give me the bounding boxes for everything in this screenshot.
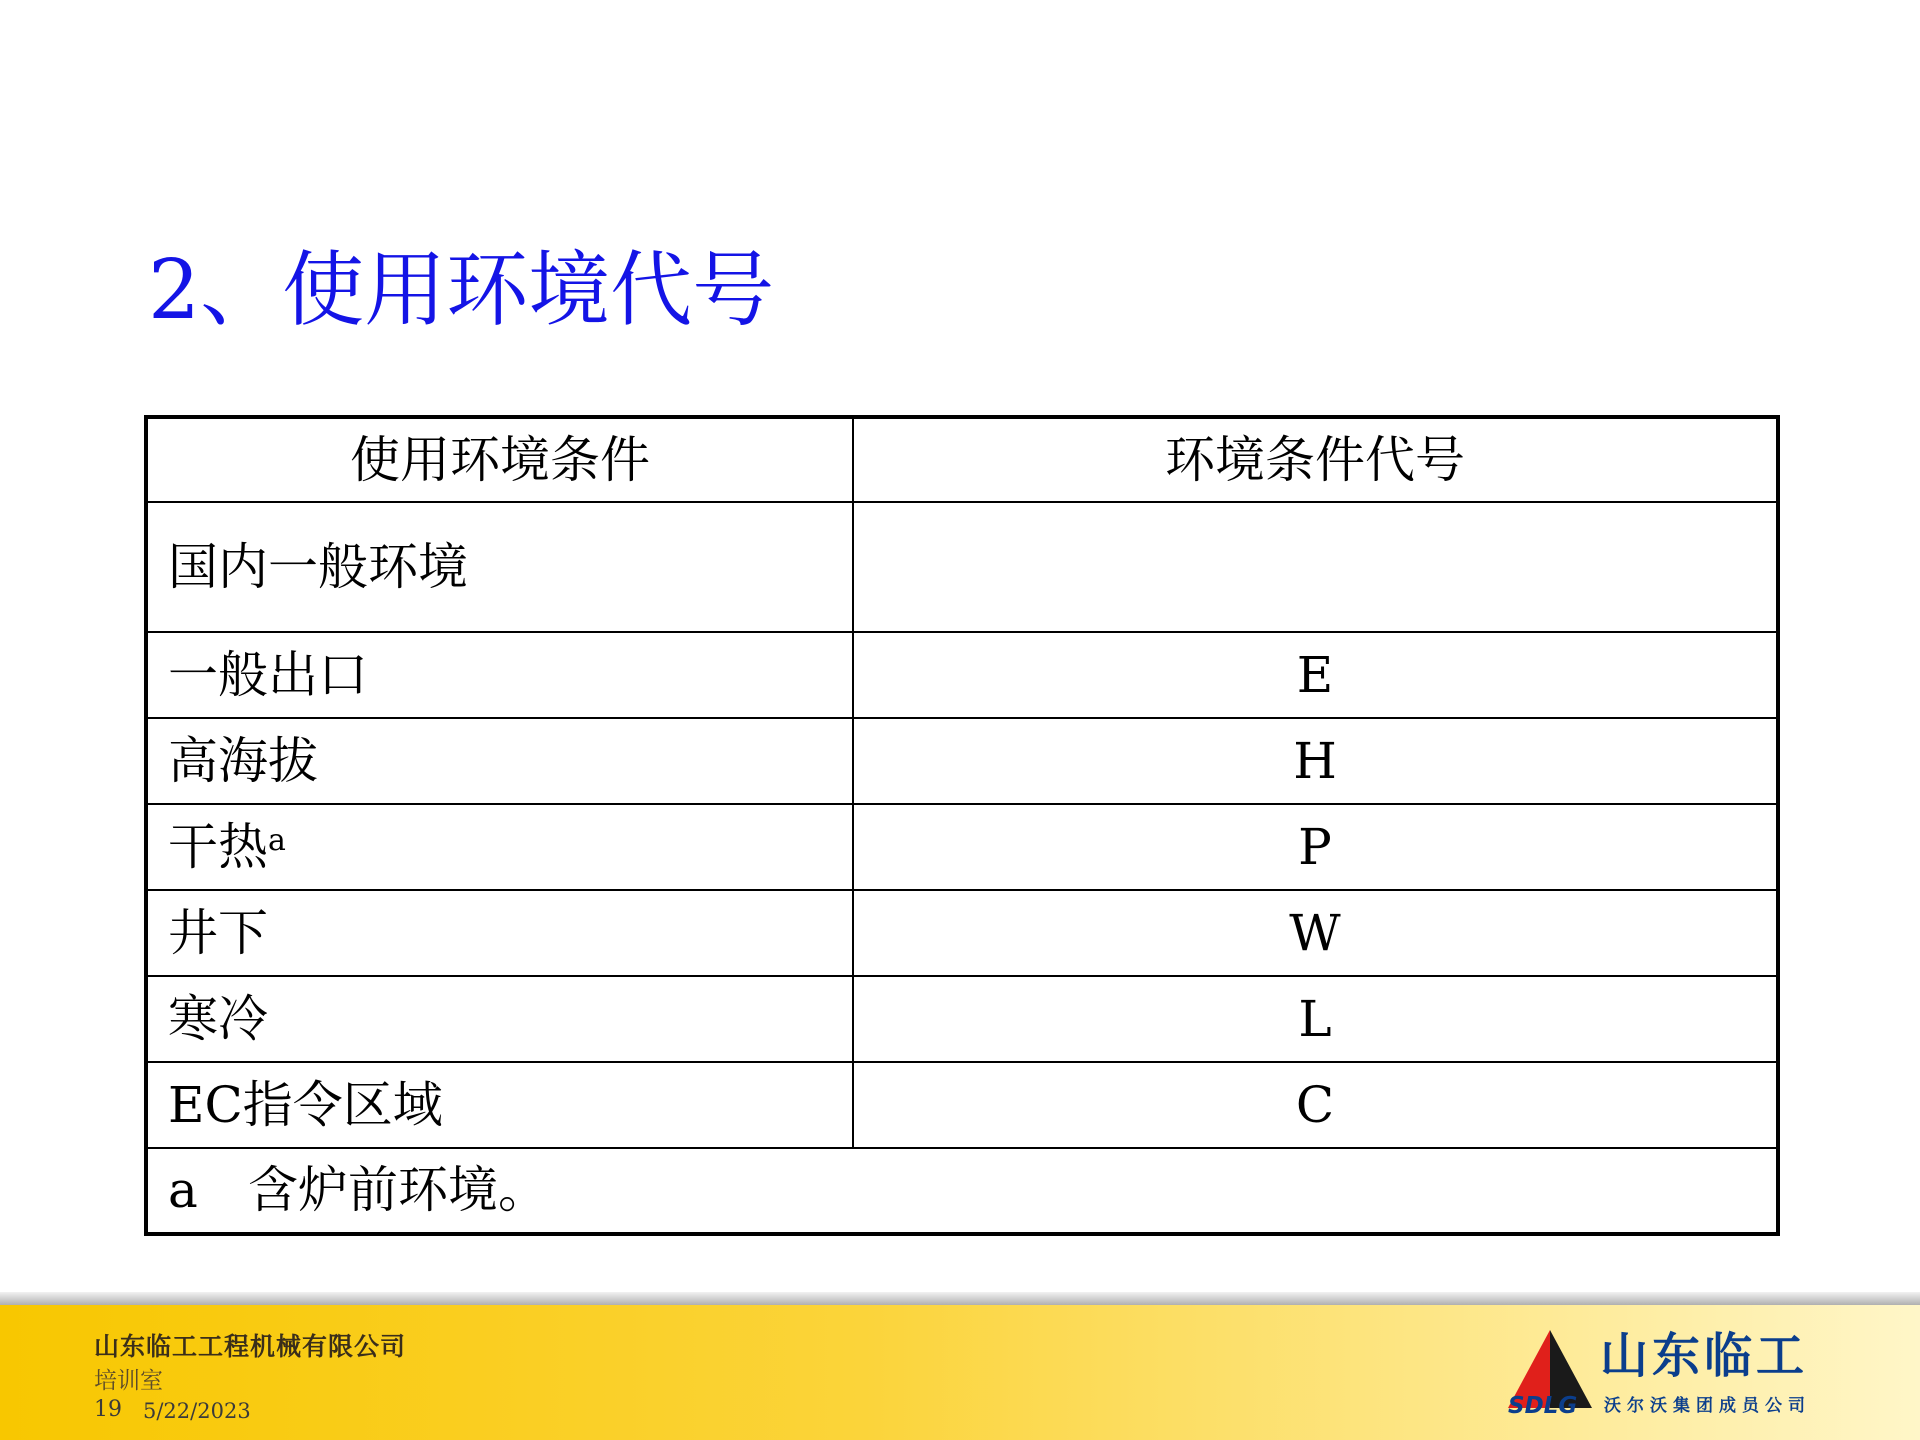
table-header-row xyxy=(146,417,1778,502)
condition-cell: EC指令区域 xyxy=(146,1062,853,1148)
table-row xyxy=(146,718,1778,804)
footnote-mark: a xyxy=(268,822,286,858)
table-row xyxy=(146,804,1778,890)
table-row xyxy=(146,976,1778,1062)
table-note-cell xyxy=(146,1148,1778,1234)
code-cell: E xyxy=(853,632,1778,718)
footer-divider xyxy=(0,1292,1920,1305)
logo-name-cn: 山东临工 xyxy=(1600,1328,1809,1384)
code-cell: C xyxy=(853,1062,1778,1148)
code-cell: H xyxy=(853,718,1778,804)
condition-cell: 国内一般环境 xyxy=(146,502,853,632)
table-note-row xyxy=(146,1148,1778,1234)
condition-cell: 井下 xyxy=(146,890,853,976)
column-header-code: 环境条件代号 xyxy=(853,417,1778,502)
environment-code-table xyxy=(144,415,1780,1236)
footer-company-name: 山东临工工程机械有限公司 xyxy=(94,1332,407,1361)
code-cell: P xyxy=(853,804,1778,890)
company-logo xyxy=(1500,1318,1880,1428)
logo-name-en: SDLG xyxy=(1508,1393,1578,1419)
condition-text: 干热 xyxy=(168,817,268,876)
slide-title: 2、使用环境代号 xyxy=(148,243,775,338)
table-row xyxy=(146,890,1778,976)
table-row xyxy=(146,502,1778,632)
condition-cell: 高海拔 xyxy=(146,718,853,804)
code-cell xyxy=(853,502,1778,632)
table-row xyxy=(146,632,1778,718)
condition-cell xyxy=(146,804,853,890)
footer-department: 培训室 xyxy=(94,1368,163,1394)
condition-cell: 寒冷 xyxy=(146,976,853,1062)
code-cell: W xyxy=(853,890,1778,976)
condition-cell: 一般出口 xyxy=(146,632,853,718)
table-row xyxy=(146,1062,1778,1148)
slide-page-number: 19 xyxy=(94,1397,122,1422)
logo-subtitle: 沃尔沃集团成员公司 xyxy=(1604,1396,1811,1416)
column-header-condition: 使用环境条件 xyxy=(146,417,853,502)
slide-date: 5/22/2023 xyxy=(143,1399,251,1423)
code-cell: L xyxy=(853,976,1778,1062)
note-letter: a xyxy=(168,1161,198,1219)
note-text: 含炉前环境。 xyxy=(248,1161,548,1219)
